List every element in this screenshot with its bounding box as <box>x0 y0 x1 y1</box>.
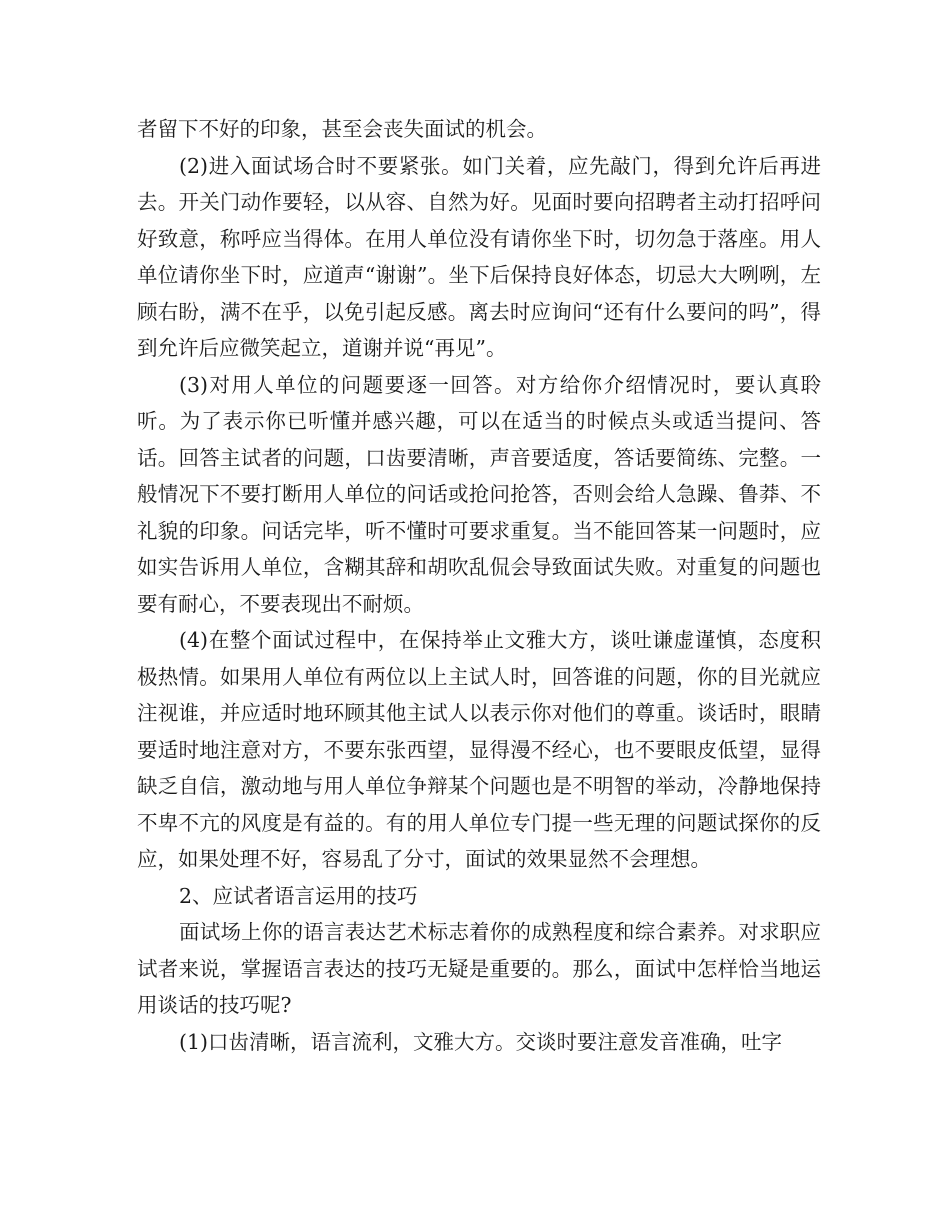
paragraph-item-1: (1)口齿清晰，语言流利，文雅大方。交谈时要注意发音准确，吐字 <box>179 1029 783 1054</box>
section-heading: 2、应试者语言运用的技巧 <box>179 883 418 908</box>
paragraph-item-4: (4)在整个面试过程中，在保持举止文雅大方，谈吐谦虚谨慎，态度积极热情。如果用人单位有两位以上主试人时，回答谁的问题，你的目光就应注视谁，并应适时地环顾其他主试人以表示你对他们的尊重。谈话时，眼睛要适时地注意对方，不要东张西望，显得漫不经心，也不要眼皮低望，显得缺乏自信，激动地与用人单位争辩某个问题也是不明智的举动，冷静地保持不卑不亢的风度是有益的。有的用人单位专门提一些无理的问题试探你的反应，如果处理不好，容易乱了分寸，面试的效果显然不会理想。 <box>137 628 821 871</box>
paragraph-item-2: (2)进入面试场合时不要紧张。如门关着，应先敲门，得到允许后再进去。开关门动作要轻，以从容、自然为好。见面时要向招聘者主动打招呼问好致意，称呼应当得体。在用人单位没有请你坐下时，切勿急于落座。用人单位请你坐下时，应道声“谢谢”。坐下后保持良好体态，切忌大大咧咧，左顾右盼，满不在乎，以免引起反感。离去时应询问“还有什么要问的吗”，得到允许后应微笑起立，道谢并说“再见”。 <box>137 153 821 360</box>
paragraph-continuation: 者留下不好的印象，甚至会丧失面试的机会。 <box>137 117 547 141</box>
paragraph-item-3: (3)对用人单位的问题要逐一回答。对方给你介绍情况时，要认真聆听。为了表示你已听懂并感兴趣，可以在适当的时候点头或适当提问、答话。回答主试者的问题，口齿要清晰，声音要适度，答话要简练、完整。一般情况下不要打断用人单位的问话或抢问抢答，否则会给人急躁、鲁莽、不礼貌的印象。问话完毕，听不懂时可要求重复。当不能回答某一问题时，应如实告诉用人单位，含糊其辞和胡吹乱侃会导致面试失败。对重复的问题也要有耐心，不要表现出不耐烦。 <box>137 372 821 616</box>
document-page <box>137 111 821 1060</box>
paragraph-intro: 面试场上你的语言表达艺术标志着你的成熟程度和综合素养。对求职应试者来说，掌握语言表达的技巧无疑是重要的。那么，面试中怎样恰当地运用谈话的技巧呢? <box>137 920 821 1017</box>
